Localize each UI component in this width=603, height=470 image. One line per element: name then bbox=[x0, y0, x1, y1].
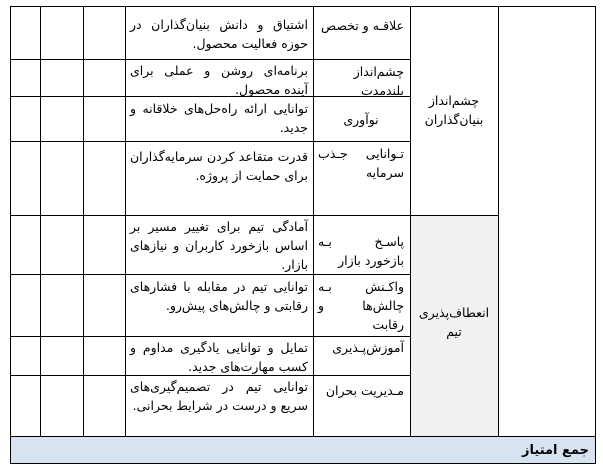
column-divider bbox=[83, 6, 84, 436]
criterion-description: اشتیاق و دانش بنیان‌گذاران در حوزه فعالیت محصول. bbox=[130, 17, 308, 51]
row-divider bbox=[10, 336, 411, 337]
row-divider bbox=[10, 274, 411, 275]
total-row bbox=[10, 436, 596, 464]
column-divider bbox=[498, 6, 499, 436]
criterion-description: توانایی تیم در مقابله با فشارهای رقابتی و چالش‌های پیش‌رو. bbox=[130, 279, 308, 313]
criterion-label: علاقـه و تخصص bbox=[321, 18, 404, 33]
column-divider bbox=[410, 6, 411, 436]
group-title: چشم‌انداز بنیان‌گذاران bbox=[424, 93, 484, 127]
criterion-description: توانایی تیم در تصمیم‌گیری‌های سریع و درست در شرایط بحرانی. bbox=[130, 379, 308, 413]
criterion-description: قدرت متقاعد کردن سرمایه‌گذاران برای حمایت از پروژه. bbox=[130, 149, 308, 183]
criterion-label: پاسـخ بـه بازخورد بازار bbox=[318, 234, 404, 268]
criterion-label: مـدیریت بحران bbox=[325, 383, 404, 398]
row-divider bbox=[10, 141, 411, 142]
criterion-label: آموزش‌پـذیری bbox=[332, 340, 404, 355]
criterion-label: نوآوری bbox=[343, 111, 379, 127]
group-title: انعطاف‌پذیری تیم bbox=[418, 305, 490, 339]
column-divider bbox=[40, 6, 41, 436]
total-label: جمع امتیاز bbox=[522, 443, 589, 458]
criterion-description: تمایل و توانایی یادگیری مداوم و کسب مهارت‌های جدید. bbox=[130, 340, 308, 374]
criterion-description: آمادگی تیم برای تغییر مسیر بر اساس بازخورد کاربران و نیازهای بازار. bbox=[130, 219, 308, 272]
row-divider bbox=[10, 59, 411, 60]
group-divider bbox=[10, 215, 498, 216]
criterion-description: توانایی ارائه راه‌حل‌های خلاقانه و جدید. bbox=[130, 101, 308, 135]
criterion-label: واکـنش بـه چالش‌ها و رقابت bbox=[318, 279, 404, 332]
criterion-description: برنامه‌ای روشن و عملی برای آینده محصول. bbox=[130, 63, 308, 97]
criterion-label: چشم‌انداز بلندمدت bbox=[353, 64, 404, 98]
criterion-label: تـوانایی جـذب سرمایه bbox=[318, 146, 404, 180]
